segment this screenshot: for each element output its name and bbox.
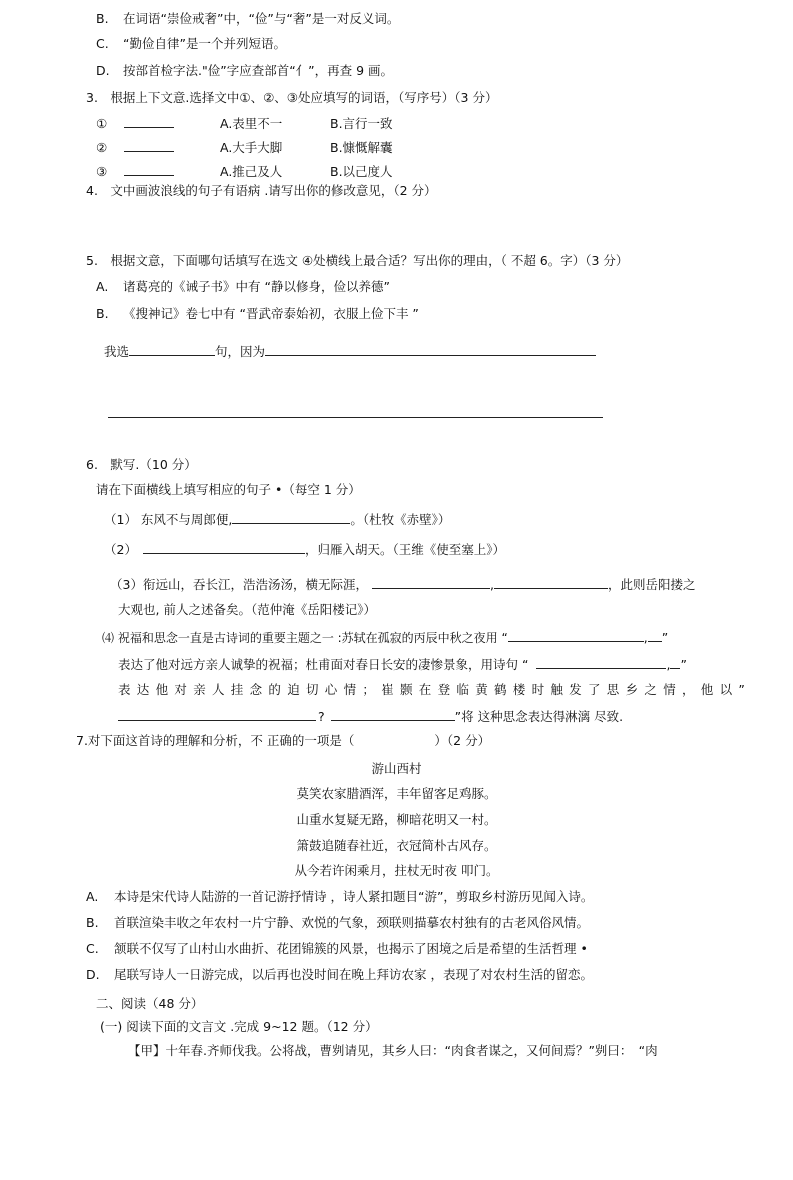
poem-line: 山重水复疑无路，柳暗花明又一村。 xyxy=(296,812,497,827)
option-label: D. xyxy=(96,63,110,78)
item-text: ? xyxy=(318,709,325,724)
q6-item-4-line-3: 表达他对亲人挂念的迫切心情；崔颢在登临黄鹤楼时触发了思乡之情，他以” xyxy=(118,682,752,697)
q7-stem xyxy=(76,733,490,749)
option-text: 首联渲染丰收之年农村一片宁静、欢悦的气象，颈联则描摹农村独有的古老风俗风情。 xyxy=(114,915,590,930)
item-text: （3）衔远山，吞长江，浩浩汤汤，横无际涯， xyxy=(110,577,368,592)
option-label: B. xyxy=(96,11,109,26)
item-text: 表达了他对远方亲人诚挚的祝福；杜甫面对春日长安的凄惨景象，用诗句 “ xyxy=(118,657,529,672)
fill-blank[interactable] xyxy=(143,541,305,554)
item-text: , xyxy=(643,630,648,645)
passage-paragraph: 【甲】十年春.齐师伐我。公将战，曹刿请见，其乡人曰：“肉食者谋之，又何间焉？”刿曰： “肉 xyxy=(128,1043,658,1058)
stem-text: ）（2 分） xyxy=(434,733,491,748)
choice-blank[interactable] xyxy=(129,343,215,356)
q4-stem: 4. 文中画波浪线的句子有语病 .请写出你的修改意见，（2 分） xyxy=(86,183,437,198)
answer-blank[interactable] xyxy=(124,115,174,128)
q5-stem: 5. 根据文意，下面哪句话填写在选文 ④处横线上最合适？写出你的理由，（ 不超 6。字）（3 分） xyxy=(86,253,629,268)
option-label: B. xyxy=(86,915,99,930)
row-number: ① xyxy=(96,116,108,131)
poem-line: 从今若许闲乘月，拄杖无时夜 叩门。 xyxy=(294,863,499,878)
item-text: 。（杜牧《赤壁》） xyxy=(350,512,451,527)
q3-row-3 xyxy=(96,163,393,180)
q6-item-4-line-4 xyxy=(118,708,623,725)
fill-blank[interactable] xyxy=(648,629,662,642)
option-text: 《搜神记》卷七中有 “晋武帝泰始初，衣服上俭下丰 ” xyxy=(123,306,419,321)
item-text: ⑷ 祝福和思念一直是古诗词的重要主题之一 :苏轼在孤寂的丙辰中秋之夜用 “ xyxy=(102,631,508,645)
item-text: ，此则岳阳搂之 xyxy=(607,577,696,592)
q6-item-3-cont: 大观也, 前人之述备矣。（范仲淹《岳阳楼记》） xyxy=(118,602,376,617)
choice-b: B.慷慨解囊 xyxy=(330,140,393,155)
option-text: 诸葛亮的《诫子书》中有 “静以修身，俭以养德” xyxy=(123,279,390,294)
option-text: “勤俭自律”是一个并列短语。 xyxy=(123,36,286,51)
section-title: 二、阅读（48 分） xyxy=(96,996,204,1011)
q7-option-c xyxy=(86,941,588,957)
fill-blank[interactable] xyxy=(670,656,680,669)
stem-text: 7.对下面这首诗的理解和分析，不 正确的一项是（ xyxy=(76,733,355,748)
q6-item-1 xyxy=(104,511,450,528)
row-number: ③ xyxy=(96,164,108,179)
section-subtitle: (一) 阅读下面的文言文 .完成 9~12 题。（12 分） xyxy=(100,1019,378,1034)
q2-option-b xyxy=(96,11,399,27)
option-label: A. xyxy=(86,889,99,904)
item-text: ” xyxy=(680,657,687,672)
q3-stem: 3. 根据上下文意.选择文中①、②、③处应填写的词语，（写序号）（3 分） xyxy=(86,90,498,105)
poem-title: 游山西村 xyxy=(371,761,422,776)
option-text: 本诗是宋代诗人陆游的一首记游抒情诗 ，诗人紧扣题目“游”，剪取乡村游历见闻入诗。 xyxy=(114,889,594,904)
item-text: ” xyxy=(661,630,669,645)
item-text: ，归雁入胡天。（王维《使至塞上》） xyxy=(304,542,505,557)
choice-a: A.表里不一 xyxy=(220,116,283,131)
q6-item-4 xyxy=(102,629,668,646)
option-label: A. xyxy=(96,279,109,294)
option-text: 在词语“崇俭戒奢”中，“俭”与“奢”是一对反义词。 xyxy=(123,11,400,26)
row-number: ② xyxy=(96,140,108,155)
q3-row-1 xyxy=(96,115,393,132)
choice-b: B.言行一致 xyxy=(330,116,393,131)
option-label: C. xyxy=(96,36,109,51)
q5-answer-line xyxy=(104,343,596,360)
q6-item-3 xyxy=(110,576,695,593)
fill-blank[interactable] xyxy=(232,511,350,524)
item-text: , xyxy=(489,577,494,592)
answer-prefix: 我选 xyxy=(104,344,130,359)
q2-option-c xyxy=(96,36,286,52)
item-text: ”将 这种思念表达得淋漓 尽致. xyxy=(454,709,624,724)
poem-line: 莫笑农家腊酒浑，丰年留客足鸡豚。 xyxy=(296,786,497,801)
fill-blank[interactable] xyxy=(508,629,644,642)
item-text: , xyxy=(666,657,671,672)
choice-b: B.以己度人 xyxy=(330,164,393,179)
fill-blank[interactable] xyxy=(118,708,316,721)
fill-blank[interactable] xyxy=(536,656,666,669)
q6-instruction: 请在下面横线上填写相应的句子 •（每空 1 分） xyxy=(96,482,361,497)
q6-item-4-line-2 xyxy=(118,656,687,673)
answer-blank[interactable] xyxy=(124,139,174,152)
q5-option-b xyxy=(96,306,419,322)
answer-mid: 句，因为 xyxy=(215,344,266,359)
q2-option-d xyxy=(96,63,393,79)
q6-stem: 6. 默写.（10 分） xyxy=(86,457,197,472)
option-text: 按部首检字法."俭”字应查部首“亻”，再查 9 画。 xyxy=(123,63,394,78)
fill-blank[interactable] xyxy=(372,576,490,589)
option-text: 颔联不仅写了山村山水曲折、花团锦簇的风景，也揭示了困境之后是希望的生活哲理 • xyxy=(114,941,588,956)
q7-option-d xyxy=(86,967,593,983)
poem-line: 箫鼓追随春社近，衣冠简朴古风存。 xyxy=(296,838,497,853)
item-text: （1） 东风不与周郎便, xyxy=(104,512,233,527)
reason-blank-line-2[interactable] xyxy=(108,417,603,418)
q3-row-2 xyxy=(96,139,393,156)
q7-option-b xyxy=(86,915,589,931)
reason-blank[interactable] xyxy=(265,343,596,356)
answer-blank[interactable] xyxy=(124,163,174,176)
q7-option-a xyxy=(86,889,593,905)
fill-blank[interactable] xyxy=(331,708,455,721)
option-label: D. xyxy=(86,967,100,982)
choice-a: A.推己及人 xyxy=(220,164,283,179)
q5-option-a xyxy=(96,279,390,295)
option-text: 尾联写诗人一日游完成，以后再也没时间在晚上拜访农家 ，表现了对农村生活的留恋。 xyxy=(114,967,593,982)
option-label: B. xyxy=(96,306,109,321)
item-text: （2） xyxy=(104,542,137,557)
choice-a: A.大手大脚 xyxy=(220,140,283,155)
q6-item-2 xyxy=(104,541,505,558)
fill-blank[interactable] xyxy=(494,576,608,589)
option-label: C. xyxy=(86,941,99,956)
